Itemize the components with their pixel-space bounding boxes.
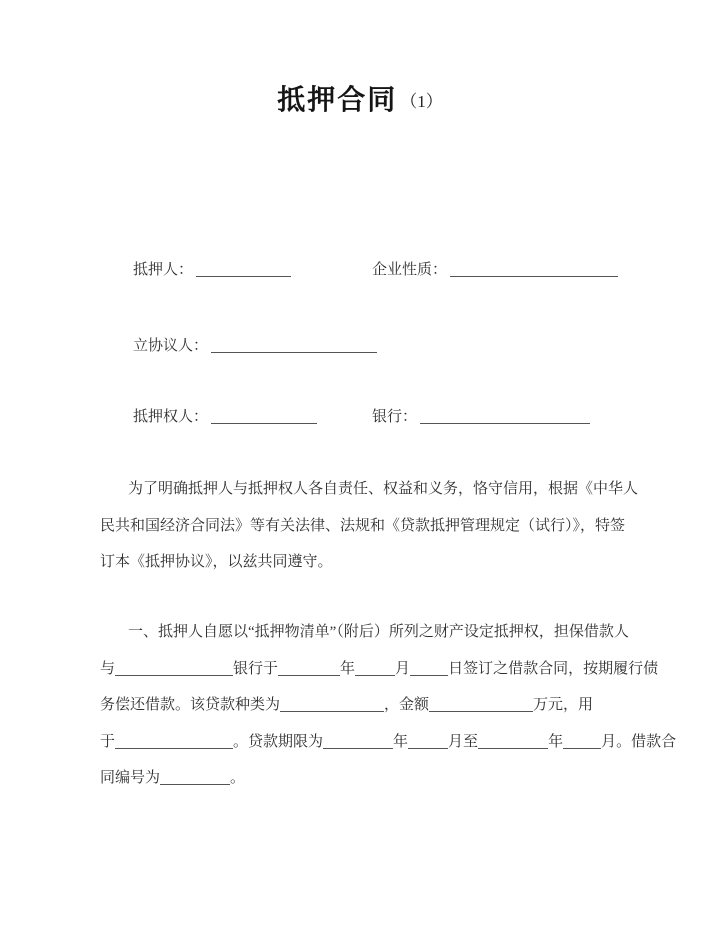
- enterprise-nature-label: 企业性质：: [372, 262, 448, 278]
- intro-line-2: 民共和国经济合同法》等有关法律、法规和《贷款抵押管理规定（试行）》，特签: [100, 517, 626, 534]
- mortgagee-label: 抵押权人：: [133, 409, 209, 425]
- intro-line-3: 订本《抵押协议》，以兹共同遵守。: [100, 554, 333, 570]
- fill-in-blank: [478, 733, 548, 749]
- clause1-line-2: [100, 651, 659, 688]
- fill-in-blank: [278, 660, 340, 676]
- mortgagor-blank: [196, 261, 291, 277]
- party-row-3: [0, 405, 720, 429]
- mortgagee-blank: [211, 408, 317, 424]
- clause1-text: 与: [100, 660, 116, 677]
- clause1-text: 年: [340, 660, 356, 677]
- agreement-maker-blank: [211, 337, 377, 353]
- clause1-text: 日签订之借款合同，按期履行债: [448, 660, 659, 677]
- clause1-text: 月至: [448, 733, 479, 750]
- intro-line-1: 为了明确抵押人与抵押权人各自责任、权益和义务，恪守信用，根据《中华人: [128, 481, 639, 497]
- fill-in-blank: [280, 696, 384, 712]
- clause1-line-5: [100, 760, 626, 797]
- fill-in-blank: [355, 660, 395, 676]
- mortgagee-field: [133, 405, 317, 426]
- clause1-line-4: [100, 724, 677, 761]
- title-main-text: 抵押合同: [277, 84, 398, 115]
- mortgagor-field: [133, 258, 291, 279]
- fill-in-blank: [429, 696, 533, 712]
- enterprise-nature-blank: [450, 261, 618, 277]
- clause1-text: 月: [395, 660, 411, 677]
- bank-label: 银行：: [372, 409, 418, 425]
- clause1-text: 万元，用: [533, 697, 594, 713]
- intro-paragraph: [100, 471, 639, 581]
- party-row-2: [0, 334, 720, 358]
- clause1-text: 同编号为: [100, 770, 161, 786]
- clause1-text: 于: [100, 733, 116, 750]
- fill-in-blank: [410, 660, 448, 676]
- document-title: [0, 78, 720, 118]
- mortgagor-label: 抵押人：: [133, 262, 194, 278]
- fill-in-blank: [408, 733, 448, 749]
- clause1-line-1: 一、抵押人自愿以“抵押物清单”（附后）所列之财产设定抵押权，担保借款人: [128, 624, 629, 640]
- clause1-text: 务偿还借款。该贷款种类为: [100, 697, 281, 713]
- agreement-maker-field: [133, 334, 377, 355]
- fill-in-blank: [115, 733, 233, 749]
- clause1-text: 银行于: [233, 660, 279, 677]
- fill-in-blank: [563, 733, 601, 749]
- clause1-text: ，金额: [384, 697, 430, 713]
- bank-blank: [420, 408, 590, 424]
- bank-field: [372, 405, 590, 426]
- agreement-maker-label: 立协议人：: [133, 338, 209, 354]
- clause1-text: 月。借款合: [601, 733, 677, 750]
- fill-in-blank: [115, 660, 233, 676]
- fill-in-blank: [160, 769, 230, 785]
- party-row-1: [0, 258, 720, 282]
- clause1-text: 。贷款期限为: [233, 733, 324, 750]
- clause1-text: 。: [230, 770, 246, 786]
- title-number-text: （1）: [400, 92, 443, 111]
- enterprise-nature-field: [372, 258, 618, 279]
- clause1-text: 年: [393, 733, 409, 750]
- clause1-line-3: [100, 687, 626, 724]
- clause1-text: 年: [548, 733, 564, 750]
- clause1-paragraph: [100, 614, 677, 797]
- fill-in-blank: [323, 733, 393, 749]
